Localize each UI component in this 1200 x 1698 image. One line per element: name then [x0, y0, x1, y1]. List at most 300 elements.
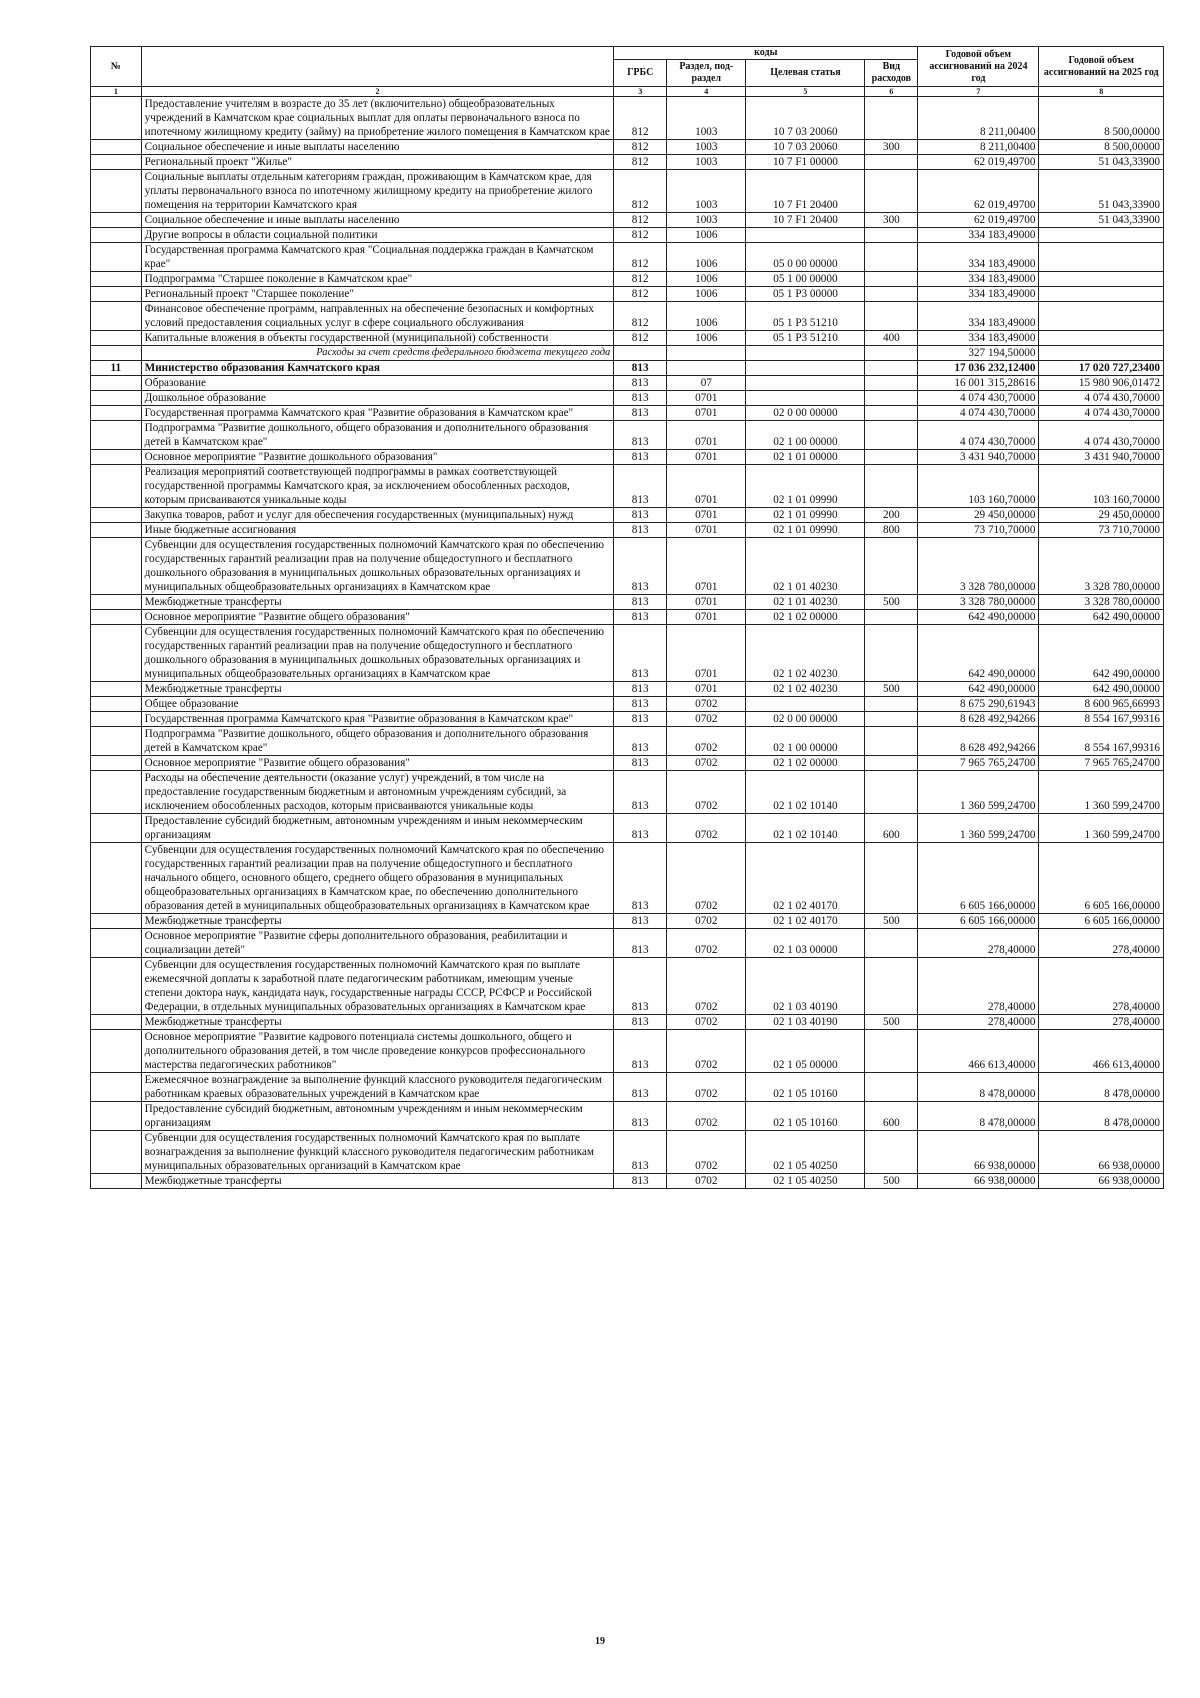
- row-name: Другие вопросы в области социальной политики: [141, 228, 614, 243]
- table-row: [91, 814, 1164, 843]
- row-section-code: 1006: [667, 302, 746, 331]
- row-section-code: 1006: [667, 331, 746, 346]
- row-grbs-code: 813: [614, 771, 667, 814]
- column-number: 4: [667, 87, 746, 97]
- table-row: [91, 697, 1164, 712]
- row-expense-type: [865, 712, 918, 727]
- row-number: [91, 346, 142, 361]
- row-target-code: 02 1 02 40170: [746, 914, 865, 929]
- row-target-code: 10 7 F1 20400: [746, 213, 865, 228]
- row-target-code: 10 7 F1 20400: [746, 170, 865, 213]
- row-amount-2024: 6 605 166,00000: [918, 914, 1039, 929]
- row-name: Ежемесячное вознаграждение за выполнение функций классного руководителя педагогическим работникам краевых образовательных учреждений в Камчатском крае: [141, 1073, 614, 1102]
- row-section-code: 07: [667, 376, 746, 391]
- row-section-code: 0702: [667, 1131, 746, 1174]
- row-target-code: [746, 391, 865, 406]
- table-row: [91, 508, 1164, 523]
- row-section-code: 0702: [667, 1174, 746, 1189]
- row-expense-type: 200: [865, 508, 918, 523]
- row-number: [91, 406, 142, 421]
- row-amount-2025: 6 605 166,00000: [1039, 843, 1164, 914]
- row-name: Капитальные вложения в объекты государственной (муниципальной) собственности: [141, 331, 614, 346]
- row-number: [91, 155, 142, 170]
- row-number: [91, 929, 142, 958]
- row-name: Основное мероприятие "Развитие дошкольного образования": [141, 450, 614, 465]
- row-section-code: 0701: [667, 595, 746, 610]
- column-number: 3: [614, 87, 667, 97]
- row-section-code: 1006: [667, 272, 746, 287]
- row-amount-2024: 66 938,00000: [918, 1174, 1039, 1189]
- row-number: [91, 1030, 142, 1073]
- row-grbs-code: 812: [614, 97, 667, 140]
- row-amount-2025: 3 431 940,70000: [1039, 450, 1164, 465]
- row-amount-2024: 278,40000: [918, 1015, 1039, 1030]
- row-number: [91, 272, 142, 287]
- row-target-code: 02 1 02 10140: [746, 771, 865, 814]
- row-expense-type: [865, 391, 918, 406]
- row-expense-type: [865, 538, 918, 595]
- row-section-code: 0701: [667, 523, 746, 538]
- row-amount-2024: 8 628 492,94266: [918, 727, 1039, 756]
- row-amount-2024: 3 431 940,70000: [918, 450, 1039, 465]
- row-amount-2025: 8 554 167,99316: [1039, 727, 1164, 756]
- row-amount-2024: 8 675 290,61943: [918, 697, 1039, 712]
- row-expense-type: [865, 625, 918, 682]
- row-amount-2025: 642 490,00000: [1039, 682, 1164, 697]
- row-section-code: 0702: [667, 1073, 746, 1102]
- header-vid: Вид расходов: [865, 60, 918, 87]
- row-expense-type: [865, 771, 918, 814]
- row-grbs-code: 812: [614, 331, 667, 346]
- row-expense-type: [865, 361, 918, 376]
- row-section-code: 0701: [667, 406, 746, 421]
- row-section-code: 0702: [667, 843, 746, 914]
- row-number: [91, 682, 142, 697]
- table-row: [91, 406, 1164, 421]
- row-name: Предоставление субсидий бюджетным, автономным учреждениям и иным некоммерческим организациям: [141, 814, 614, 843]
- table-row: [91, 523, 1164, 538]
- row-target-code: 02 1 05 40250: [746, 1131, 865, 1174]
- row-amount-2025: 8 478,00000: [1039, 1102, 1164, 1131]
- row-number: [91, 843, 142, 914]
- table-row: [91, 287, 1164, 302]
- page-number: 19: [595, 1636, 605, 1647]
- row-number: [91, 508, 142, 523]
- table-row: [91, 465, 1164, 508]
- header-num: №: [91, 47, 142, 87]
- row-amount-2024: 7 965 765,24700: [918, 756, 1039, 771]
- row-expense-type: [865, 243, 918, 272]
- row-number: [91, 243, 142, 272]
- row-number: [91, 538, 142, 595]
- row-amount-2024: 334 183,49000: [918, 331, 1039, 346]
- row-target-code: 02 1 01 09990: [746, 465, 865, 508]
- row-amount-2025: [1039, 243, 1164, 272]
- row-expense-type: [865, 465, 918, 508]
- row-target-code: [746, 361, 865, 376]
- row-amount-2025: 8 600 965,66993: [1039, 697, 1164, 712]
- row-amount-2025: [1039, 287, 1164, 302]
- row-grbs-code: 812: [614, 272, 667, 287]
- row-amount-2024: 334 183,49000: [918, 243, 1039, 272]
- row-target-code: 02 1 01 09990: [746, 508, 865, 523]
- row-name: Социальное обеспечение и иные выплаты населению: [141, 213, 614, 228]
- row-amount-2024: 642 490,00000: [918, 610, 1039, 625]
- row-number: [91, 170, 142, 213]
- row-amount-2025: [1039, 331, 1164, 346]
- row-target-code: 02 1 03 40190: [746, 1015, 865, 1030]
- row-number: [91, 97, 142, 140]
- row-number: [91, 376, 142, 391]
- row-section-code: 0701: [667, 538, 746, 595]
- table-row: [91, 421, 1164, 450]
- row-name: Министерство образования Камчатского края: [141, 361, 614, 376]
- row-name: Расходы за счет средств федерального бюджета текущего года: [141, 346, 614, 361]
- row-expense-type: 500: [865, 595, 918, 610]
- row-number: [91, 771, 142, 814]
- row-expense-type: [865, 1030, 918, 1073]
- row-number: [91, 465, 142, 508]
- row-target-code: 02 1 02 00000: [746, 610, 865, 625]
- row-amount-2025: 51 043,33900: [1039, 170, 1164, 213]
- row-amount-2024: 29 450,00000: [918, 508, 1039, 523]
- row-target-code: 02 1 05 10160: [746, 1102, 865, 1131]
- row-amount-2025: [1039, 228, 1164, 243]
- row-name: Закупка товаров, работ и услуг для обеспечения государственных (муниципальных) нужд: [141, 508, 614, 523]
- row-amount-2024: 334 183,49000: [918, 272, 1039, 287]
- row-name: Подпрограмма "Старшее поколение в Камчатском крае": [141, 272, 614, 287]
- row-section-code: 0701: [667, 421, 746, 450]
- row-amount-2024: 3 328 780,00000: [918, 538, 1039, 595]
- row-grbs-code: 813: [614, 421, 667, 450]
- row-amount-2025: 73 710,70000: [1039, 523, 1164, 538]
- row-expense-type: 600: [865, 814, 918, 843]
- row-amount-2024: 6 605 166,00000: [918, 843, 1039, 914]
- row-name: Подпрограмма "Развитие дошкольного, общего образования и дополнительного образования детей в Камчатском крае": [141, 421, 614, 450]
- row-section-code: 1003: [667, 140, 746, 155]
- table-row: [91, 155, 1164, 170]
- table-row: [91, 361, 1164, 376]
- row-amount-2025: 6 605 166,00000: [1039, 914, 1164, 929]
- row-amount-2025: 17 020 727,23400: [1039, 361, 1164, 376]
- row-amount-2024: 62 019,49700: [918, 213, 1039, 228]
- row-number: [91, 712, 142, 727]
- row-section-code: 0702: [667, 727, 746, 756]
- row-section-code: 0702: [667, 771, 746, 814]
- row-amount-2025: 642 490,00000: [1039, 625, 1164, 682]
- table-row: [91, 228, 1164, 243]
- row-amount-2024: 8 211,00400: [918, 140, 1039, 155]
- row-name: Государственная программа Камчатского края "Развитие образования в Камчатском крае": [141, 406, 614, 421]
- table-row: [91, 272, 1164, 287]
- row-amount-2024: 8 478,00000: [918, 1102, 1039, 1131]
- row-grbs-code: 813: [614, 756, 667, 771]
- table-row: [91, 331, 1164, 346]
- row-section-code: 0701: [667, 391, 746, 406]
- row-grbs-code: 812: [614, 243, 667, 272]
- row-number: [91, 302, 142, 331]
- row-section-code: 1003: [667, 155, 746, 170]
- row-expense-type: [865, 610, 918, 625]
- row-section-code: 0702: [667, 1102, 746, 1131]
- row-number: [91, 391, 142, 406]
- row-target-code: 02 1 02 10140: [746, 814, 865, 843]
- row-section-code: 0702: [667, 756, 746, 771]
- row-amount-2025: 51 043,33900: [1039, 213, 1164, 228]
- row-amount-2025: 15 980 906,01472: [1039, 376, 1164, 391]
- row-number: [91, 450, 142, 465]
- row-amount-2024: 73 710,70000: [918, 523, 1039, 538]
- row-expense-type: [865, 756, 918, 771]
- row-expense-type: 300: [865, 213, 918, 228]
- row-amount-2025: 278,40000: [1039, 1015, 1164, 1030]
- row-target-code: [746, 697, 865, 712]
- row-amount-2024: 62 019,49700: [918, 170, 1039, 213]
- row-section-code: 0701: [667, 450, 746, 465]
- row-expense-type: 500: [865, 682, 918, 697]
- row-name: Образование: [141, 376, 614, 391]
- row-target-code: [746, 376, 865, 391]
- row-amount-2024: 17 036 232,12400: [918, 361, 1039, 376]
- row-target-code: 10 7 03 20060: [746, 97, 865, 140]
- row-amount-2025: [1039, 346, 1164, 361]
- row-name: Межбюджетные трансферты: [141, 595, 614, 610]
- row-grbs-code: 813: [614, 1015, 667, 1030]
- row-expense-type: 500: [865, 1174, 918, 1189]
- row-number: [91, 814, 142, 843]
- row-amount-2024: 334 183,49000: [918, 228, 1039, 243]
- row-section-code: 0702: [667, 929, 746, 958]
- column-number: 1: [91, 87, 142, 97]
- row-target-code: 05 0 00 00000: [746, 243, 865, 272]
- row-expense-type: [865, 406, 918, 421]
- row-expense-type: [865, 450, 918, 465]
- row-name: Иные бюджетные ассигнования: [141, 523, 614, 538]
- row-target-code: [746, 228, 865, 243]
- row-grbs-code: 813: [614, 929, 667, 958]
- row-expense-type: 500: [865, 914, 918, 929]
- row-grbs-code: 813: [614, 391, 667, 406]
- row-section-code: 0702: [667, 958, 746, 1015]
- row-amount-2024: 3 328 780,00000: [918, 595, 1039, 610]
- row-name: Основное мероприятие "Развитие кадрового потенциала системы дошкольного, общего и дополнительного образования детей, в том числе проведение конкурсов профессионального мастерства педагогических работников": [141, 1030, 614, 1073]
- row-amount-2025: 8 478,00000: [1039, 1073, 1164, 1102]
- row-grbs-code: 813: [614, 1102, 667, 1131]
- row-grbs-code: 813: [614, 1174, 667, 1189]
- row-grbs-code: 813: [614, 814, 667, 843]
- row-amount-2025: 8 500,00000: [1039, 97, 1164, 140]
- budget-table: [90, 46, 1164, 1189]
- row-amount-2024: 8 628 492,94266: [918, 712, 1039, 727]
- row-name: Подпрограмма "Развитие дошкольного, общего образования и дополнительного образования детей в Камчатском крае": [141, 727, 614, 756]
- row-amount-2024: 466 613,40000: [918, 1030, 1039, 1073]
- header-codes: коды: [614, 47, 918, 60]
- row-number: [91, 1015, 142, 1030]
- row-section-code: 1003: [667, 170, 746, 213]
- row-expense-type: [865, 228, 918, 243]
- row-name: Межбюджетные трансферты: [141, 1015, 614, 1030]
- row-grbs-code: 813: [614, 1073, 667, 1102]
- row-section-code: 0702: [667, 914, 746, 929]
- table-row: [91, 140, 1164, 155]
- column-number: 2: [141, 87, 614, 97]
- row-expense-type: [865, 376, 918, 391]
- table-row: [91, 610, 1164, 625]
- row-amount-2025: 8 500,00000: [1039, 140, 1164, 155]
- row-name: Субвенции для осуществления государственных полномочий Камчатского края по обеспечению государственных гарантий реализации прав на получение общедоступного и бесплатного начального общего, основного общего, среднего общего образования в муниципальных общеобразовательных организациях в Камчатском крае, по обеспечению дополнительного образования детей в муниципальных общеобразовательных организациях в Камчатском крае: [141, 843, 614, 914]
- header-year-2024: Годовой объем ассигнований на 2024 год: [918, 47, 1039, 87]
- row-name: Предоставление учителям в возрасте до 35 лет (включительно) общеобразовательных учреждений в Камчатском крае социальных выплат для оплаты первоначального взноса по ипотечному жилищному кредиту (займу) на приобретение жилого помещения в Камчатском крае: [141, 97, 614, 140]
- row-amount-2025: 66 938,00000: [1039, 1131, 1164, 1174]
- row-name: Общее образование: [141, 697, 614, 712]
- table-row: [91, 97, 1164, 140]
- row-grbs-code: 813: [614, 697, 667, 712]
- row-amount-2024: 62 019,49700: [918, 155, 1039, 170]
- row-target-code: 02 1 05 10160: [746, 1073, 865, 1102]
- row-number: [91, 213, 142, 228]
- table-row: [91, 1102, 1164, 1131]
- row-name: Расходы на обеспечение деятельности (оказание услуг) учреждений, в том числе на предоставление государственным бюджетным и автономным учреждениям субсидий, за исключением обособленных расходов, которым присваиваются уникальные коды: [141, 771, 614, 814]
- row-expense-type: [865, 155, 918, 170]
- row-name: Региональный проект "Жилье": [141, 155, 614, 170]
- table-row: [91, 538, 1164, 595]
- row-number: [91, 228, 142, 243]
- row-expense-type: [865, 346, 918, 361]
- row-name: Государственная программа Камчатского края "Развитие образования в Камчатском крае": [141, 712, 614, 727]
- row-number: [91, 595, 142, 610]
- row-expense-type: [865, 727, 918, 756]
- row-expense-type: [865, 170, 918, 213]
- row-expense-type: [865, 287, 918, 302]
- row-number: [91, 958, 142, 1015]
- row-target-code: 10 7 F1 00000: [746, 155, 865, 170]
- row-grbs-code: [614, 346, 667, 361]
- table-row: [91, 625, 1164, 682]
- row-number: [91, 610, 142, 625]
- row-grbs-code: 813: [614, 1131, 667, 1174]
- row-name: Межбюджетные трансферты: [141, 1174, 614, 1189]
- row-number: [91, 1073, 142, 1102]
- row-grbs-code: 812: [614, 228, 667, 243]
- row-section-code: 1003: [667, 97, 746, 140]
- row-grbs-code: 813: [614, 682, 667, 697]
- row-grbs-code: 813: [614, 406, 667, 421]
- row-amount-2025: 3 328 780,00000: [1039, 538, 1164, 595]
- row-number: [91, 1131, 142, 1174]
- table-row: [91, 346, 1164, 361]
- row-section-code: [667, 361, 746, 376]
- row-amount-2025: 4 074 430,70000: [1039, 421, 1164, 450]
- table-row: [91, 170, 1164, 213]
- table-row: [91, 727, 1164, 756]
- row-name: Основное мероприятие "Развитие сферы дополнительного образования, реабилитации и социализации детей": [141, 929, 614, 958]
- table-row: [91, 243, 1164, 272]
- column-number: 7: [918, 87, 1039, 97]
- table-row: [91, 391, 1164, 406]
- row-amount-2025: [1039, 272, 1164, 287]
- table-row: [91, 450, 1164, 465]
- row-number: [91, 756, 142, 771]
- table-row: [91, 1030, 1164, 1073]
- row-name: Субвенции для осуществления государственных полномочий Камчатского края по обеспечению государственных гарантий реализации прав на получение общедоступного и бесплатного дошкольного образования в муниципальных дошкольных образовательных организациях и муниципальных общеобразовательных организациях в Камчатском крае: [141, 625, 614, 682]
- header-year-2025: Годовой объем ассигнований на 2025 год: [1039, 47, 1164, 87]
- row-section-code: 0701: [667, 625, 746, 682]
- row-grbs-code: 813: [614, 843, 667, 914]
- table-row: [91, 682, 1164, 697]
- row-number: [91, 697, 142, 712]
- row-expense-type: [865, 302, 918, 331]
- column-number: 8: [1039, 87, 1164, 97]
- row-number: 11: [91, 361, 142, 376]
- row-section-code: 0701: [667, 610, 746, 625]
- row-expense-type: [865, 272, 918, 287]
- row-name: Субвенции для осуществления государственных полномочий Камчатского края по выплате вознаграждения за выполнение функций классного руководителя педагогическим работникам муниципальных образовательных организаций в Камчатском крае: [141, 1131, 614, 1174]
- row-amount-2024: 8 478,00000: [918, 1073, 1039, 1102]
- row-target-code: 02 1 02 00000: [746, 756, 865, 771]
- row-grbs-code: 813: [614, 450, 667, 465]
- row-grbs-code: 813: [614, 958, 667, 1015]
- row-name: Социальное обеспечение и иные выплаты населению: [141, 140, 614, 155]
- row-amount-2024: 1 360 599,24700: [918, 771, 1039, 814]
- row-number: [91, 140, 142, 155]
- table-row: [91, 756, 1164, 771]
- row-grbs-code: 813: [614, 610, 667, 625]
- row-expense-type: 800: [865, 523, 918, 538]
- header-name: [141, 47, 614, 87]
- row-target-code: 02 0 00 00000: [746, 712, 865, 727]
- row-amount-2025: 7 965 765,24700: [1039, 756, 1164, 771]
- row-amount-2025: 4 074 430,70000: [1039, 391, 1164, 406]
- row-amount-2025: 1 360 599,24700: [1039, 771, 1164, 814]
- row-name: Региональный проект "Старшее поколение": [141, 287, 614, 302]
- row-section-code: 0701: [667, 682, 746, 697]
- table-row: [91, 302, 1164, 331]
- table-row: [91, 712, 1164, 727]
- row-amount-2024: 1 360 599,24700: [918, 814, 1039, 843]
- row-target-code: [746, 346, 865, 361]
- row-grbs-code: 813: [614, 523, 667, 538]
- row-amount-2024: 4 074 430,70000: [918, 391, 1039, 406]
- row-grbs-code: 813: [614, 508, 667, 523]
- row-target-code: 02 1 03 00000: [746, 929, 865, 958]
- row-expense-type: [865, 929, 918, 958]
- row-target-code: 02 1 01 00000: [746, 450, 865, 465]
- row-amount-2025: 278,40000: [1039, 958, 1164, 1015]
- row-grbs-code: 813: [614, 712, 667, 727]
- row-grbs-code: 813: [614, 727, 667, 756]
- table-row: [91, 771, 1164, 814]
- row-expense-type: 500: [865, 1015, 918, 1030]
- header-column-numbers: [91, 87, 1164, 97]
- row-grbs-code: 812: [614, 213, 667, 228]
- row-amount-2025: 278,40000: [1039, 929, 1164, 958]
- row-amount-2025: 642 490,00000: [1039, 610, 1164, 625]
- row-grbs-code: 813: [614, 595, 667, 610]
- row-section-code: 0702: [667, 1030, 746, 1073]
- row-section-code: 0702: [667, 814, 746, 843]
- row-number: [91, 727, 142, 756]
- row-amount-2025: [1039, 302, 1164, 331]
- row-target-code: 05 1 P3 51210: [746, 331, 865, 346]
- row-name: Межбюджетные трансферты: [141, 682, 614, 697]
- table-row: [91, 595, 1164, 610]
- row-target-code: 05 1 P3 00000: [746, 287, 865, 302]
- row-section-code: 0701: [667, 508, 746, 523]
- row-number: [91, 331, 142, 346]
- row-number: [91, 1102, 142, 1131]
- row-target-code: 02 1 01 40230: [746, 595, 865, 610]
- table-header: [91, 47, 1164, 97]
